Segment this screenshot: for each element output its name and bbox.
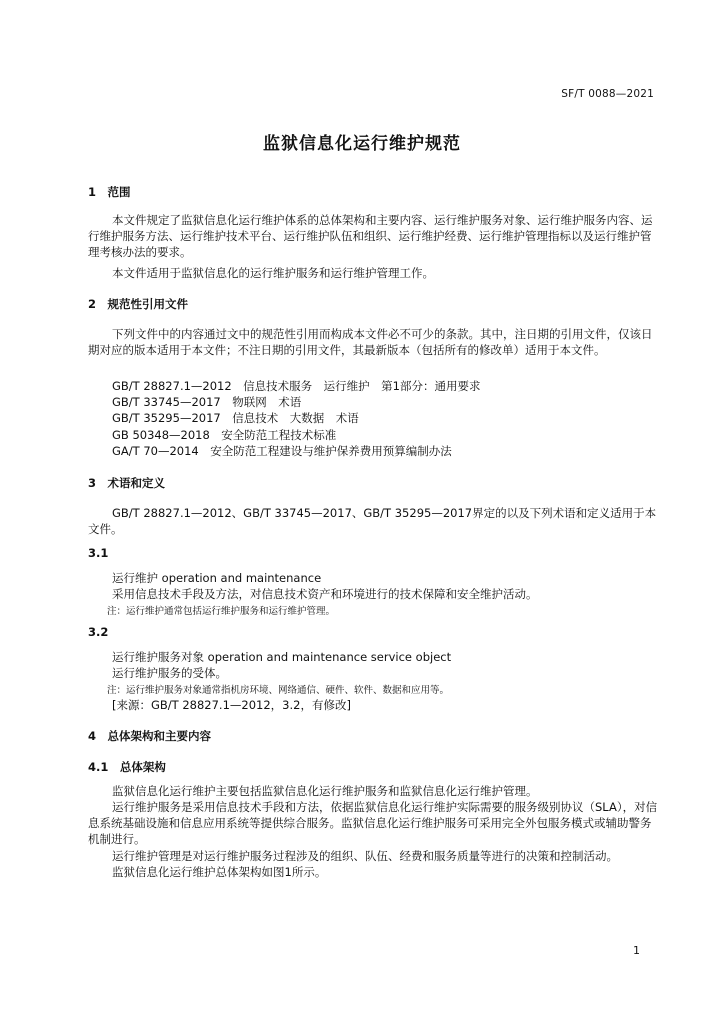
section-4-heading: 4 总体架构和主要内容 [88, 729, 212, 743]
term-3-2-source: [来源：GB/T 28827.1—2012，3.2，有修改] [112, 698, 351, 712]
section-4-1-paragraph-2: 运行维护服务是采用信息技术手段和方法，依据监狱信息化运行维护实际需要的服务级别协议（SLA），对信息系统基础设施和信息应用系统等提供综合服务。监狱信息化运行维护服务可采用完全外包服务模式或辅助警务机制进行。 [88, 800, 658, 846]
section-1-paragraph-2: 本文件适用于监狱信息化的运行维护服务和运行维护管理工作。 [112, 266, 434, 280]
section-4-1-heading: 4.1 总体架构 [88, 760, 166, 774]
term-3-1-name: 运行维护 operation and maintenance [112, 571, 322, 585]
section-4-1-paragraph-3: 运行维护管理是对运行维护服务过程涉及的组织、队伍、经费和服务质量等进行的决策和控制活动。 [112, 849, 618, 863]
reference-item: GB 50348—2018 安全防范工程技术标准 [112, 428, 337, 442]
section-2-heading: 2 规范性引用文件 [88, 297, 189, 311]
section-2-paragraph-1: 下列文件中的内容通过文中的规范性引用而构成本文件必不可少的条款。其中，注日期的引用文件，仅该日期对应的版本适用于本文件；不注日期的引用文件，其最新版本（包括所有的修改单）适用于本文件。 [88, 327, 653, 357]
section-4-1-paragraph-1: 监狱信息化运行维护主要包括监狱信息化运行维护服务和监狱信息化运行维护管理。 [112, 784, 538, 798]
term-3-2-number: 3.2 [88, 625, 109, 639]
section-3-heading: 3 术语和定义 [88, 476, 166, 490]
section-1-heading: 1 范围 [88, 185, 131, 199]
term-3-1-number: 3.1 [88, 546, 109, 560]
term-3-1-definition: 采用信息技术手段及方法，对信息技术资产和环境进行的技术保障和安全维护活动。 [112, 587, 538, 601]
standard-number: SF/T 0088—2021 [561, 88, 654, 100]
reference-item: GB/T 28827.1—2012 信息技术服务 运行维护 第1部分：通用要求 [112, 379, 481, 393]
section-4-1-paragraph-4: 监狱信息化运行维护总体架构如图1所示。 [112, 865, 327, 879]
term-3-2-definition: 运行维护服务的受体。 [112, 666, 227, 680]
reference-item: GB/T 35295—2017 信息技术 大数据 术语 [112, 411, 359, 425]
document-title: 监狱信息化运行维护规范 [263, 134, 461, 154]
term-3-2-name: 运行维护服务对象 operation and maintenance service object [112, 650, 452, 664]
page-number: 1 [633, 944, 640, 957]
section-1-paragraph-1: 本文件规定了监狱信息化运行维护体系的总体架构和主要内容、运行维护服务对象、运行维护服务内容、运行维护服务方法、运行维护技术平台、运行维护队伍和组织、运行维护经费、运行维护管理指标以及运行维护管理考核办法的要求。 [88, 213, 653, 259]
section-3-paragraph-1: GB/T 28827.1—2012、GB/T 33745—2017、GB/T 35295—2017界定的以及下列术语和定义适用于本文件。 [88, 506, 657, 536]
term-3-1-note: 注：运行维护通常包括运行维护服务和运行维护管理。 [107, 606, 336, 617]
reference-item: GB/T 33745—2017 物联网 术语 [112, 395, 302, 409]
term-3-2-note: 注：运行维护服务对象通常指机房环境、网络通信、硬件、软件、数据和应用等。 [107, 685, 450, 696]
reference-item: GA/T 70—2014 安全防范工程建设与维护保养费用预算编制办法 [112, 444, 452, 458]
